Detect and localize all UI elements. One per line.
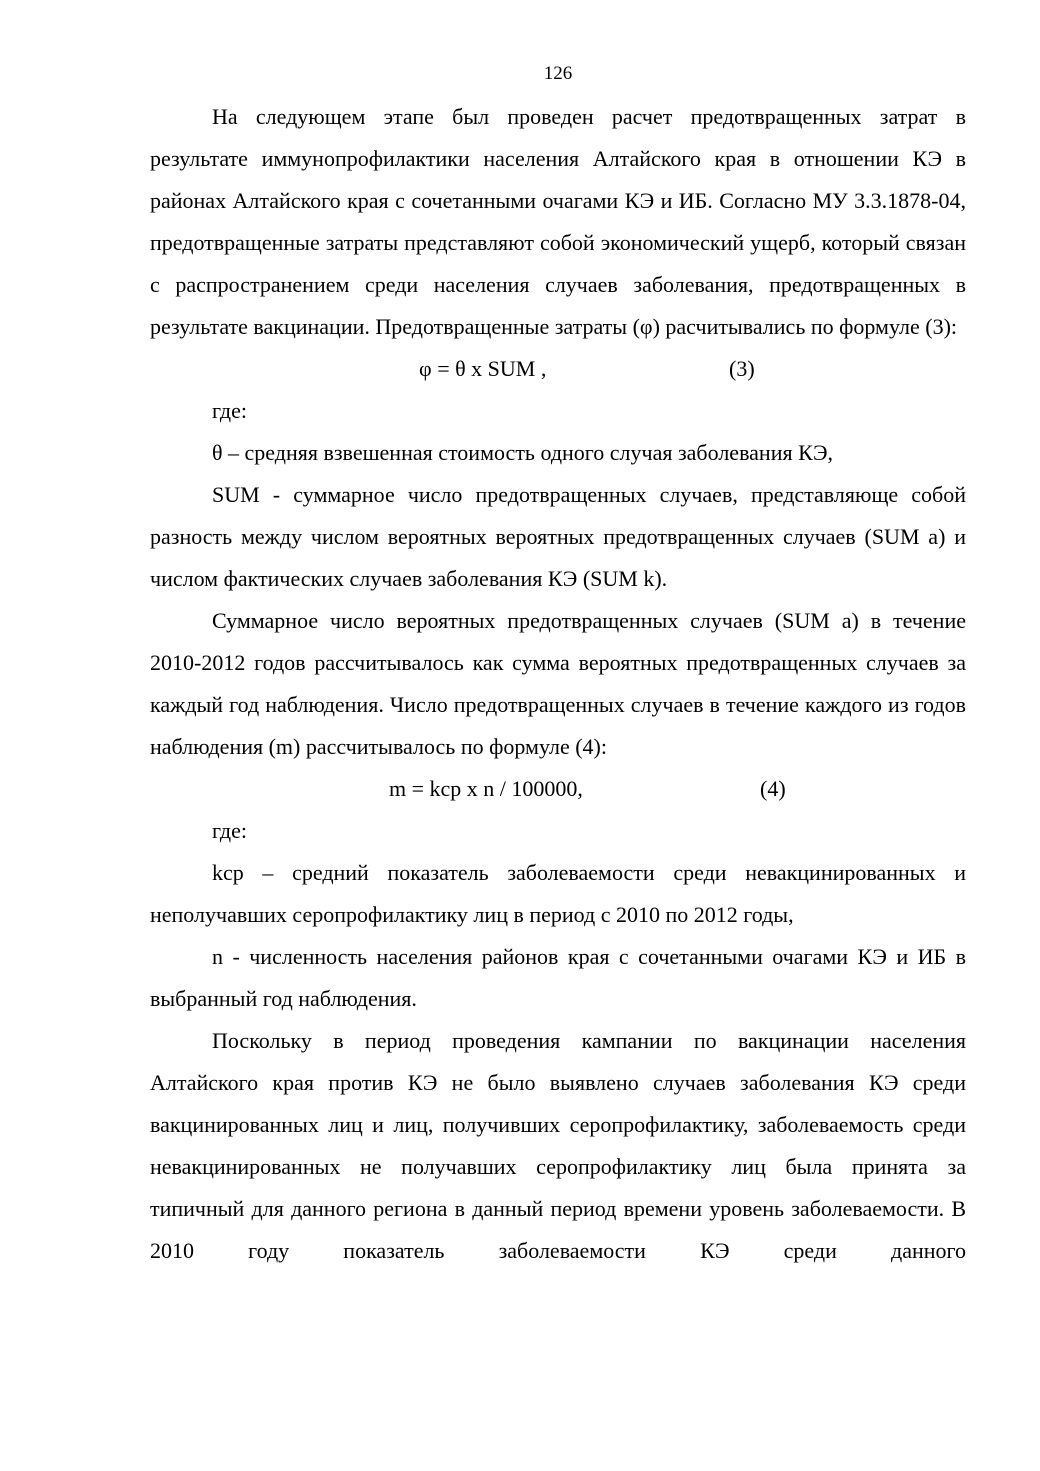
paragraph-sum-calculation: Суммарное число вероятных предотвращенных случаев (SUM a) в течение 2010-2012 годов рассчитывалось как сумма вероятных предотвращенных случаев за каждый год наблюдения. Число предотвращенных случаев в течение каждого из годов наблюдения (m) рассчитывалось по формуле (4): (150, 608, 966, 759)
definition-theta: θ – средняя взвешенная стоимость одного случая заболевания КЭ, (212, 440, 834, 465)
formula-4-expression: m = kср x n / 100000, (389, 776, 583, 801)
document-body (150, 96, 966, 1272)
formula-3-number: (3) (729, 356, 755, 381)
formula-4-number: (4) (760, 776, 786, 801)
paragraph-prevented-costs: На следующем этапе был проведен расчет предотвращенных затрат в результате иммунопрофилактики населения Алтайского края в отношении КЭ в районах Алтайского края с сочетанными очагами КЭ и ИБ. Согласно МУ 3.3.1878-04, предотвращенные затраты представляют собой экономический ущерб, который связан с распространением среди населения случаев заболевания, предотвращенных в результате вакцинации. Предотвращенные затраты (φ) расчитывались по формуле (3): (150, 104, 966, 339)
page-number: 126 (543, 63, 573, 84)
paragraph-incidence: Поскольку в период проведения кампании по вакцинации населения Алтайского края против КЭ не было выявлено случаев заболевания КЭ среди вакцинированных лиц и лиц, получивших серопрофилактику, заболеваемость среди невакцинированных не получавших серопрофилактику лиц была принята за типичный для данного региона в данный период времени уровень заболеваемости. В 2010 году показатель заболеваемости КЭ среди данного (150, 1028, 966, 1263)
definition-n: n - численность населения районов края с сочетанными очагами КЭ и ИБ в выбранный год наблюдения. (150, 944, 966, 1011)
formula-3-expression: φ = θ x SUM , (419, 356, 547, 381)
definition-kcp: kср – средний показатель заболеваемости среди невакцинированных и неполучавших серопрофилактику лиц в период с 2010 по 2012 годы, (150, 860, 966, 927)
where-label-1: где: (212, 398, 247, 423)
formula-4 (150, 768, 966, 810)
definition-sum: SUM - суммарное число предотвращенных случаев, представляюще собой разность между числом вероятных вероятных предотвращенных случаев (SUM a) и числом фактических случаев заболевания КЭ (SUM k). (150, 482, 966, 591)
where-label-2: где: (212, 818, 247, 843)
formula-3 (150, 348, 966, 390)
